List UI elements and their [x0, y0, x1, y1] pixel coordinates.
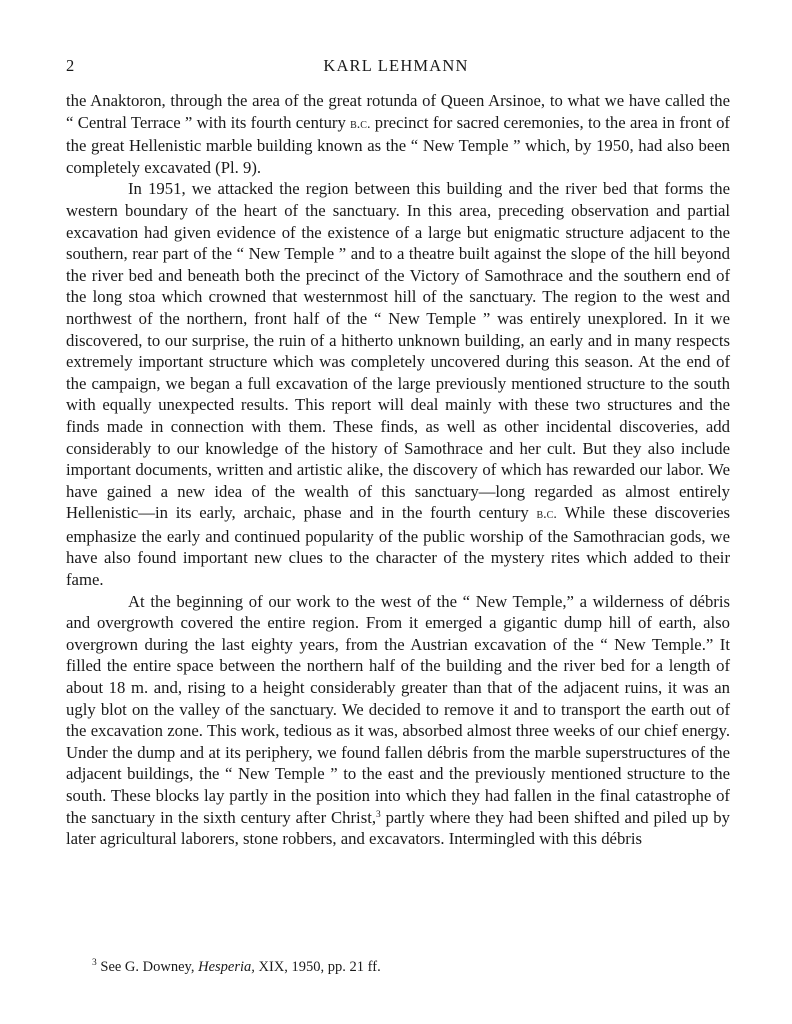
text-run: In 1951, we attacked the region between this building and the river bed that forms the western boundary of the heart of the sanctuary. In this area, preceding observation and partial excavation had given evidence of the existence of a large but enigmatic structure adjacent to the southern, rear part of the “ New Temple ” and to a theatre built against the slope of the hill beyond the river bed and beneath both the precinct of the Victory of Samothrace and the southern end of the long stoa which crowned that westernmost hill of the sanctuary. The region to the west and northwest of the northern, front half of the “ New Temple ” was entirely unexplored. In it we discovered, to our surprise, the ruin of a hitherto unknown building, an early and in many respects extremely important structure which was completely uncovered during this season. At the end of the campaign, we began a full excavation of the large previously mentioned structure to the south with equally unexpected results. This report will deal mainly with these two structures and the finds made in connection with them. These finds, as well as other incidental discoveries, add considerably to our knowledge of the history of Samothrace and her cult. But they also include important documents, written and artistic alike, the discovery of which has rewarded our labor. We have gained a new idea of the wealth of this sanctuary—long regarded as almost entirely Hellenistic—in its early, archaic, phase and in the fourth century — [66, 179, 730, 523]
footnote-text-post: XIX, 1950, pp. 21 ff. — [254, 959, 381, 975]
paragraph — [66, 178, 730, 590]
text-run: While these discoveries emphasize the early and continued popularity of the public worship of the Samothracian gods, we have also found important new clues to the character of the mystery rites which added to their fame. — [66, 503, 730, 590]
text-run: At the beginning of our work to the west of the “ New Temple,” a wilderness of débris and overgrowth covered the entire region. From it emerged a gigantic dump hill of earth, also overgrown during the last eighty years, from the Austrian excavation of the “ New Temple.” It filled the entire space between the northern half of the building and the river bed for a length of about 18 m. and, rising to a height considerably greater than that of the adjacent ruins, it was an ugly blot on the valley of the sanctuary. We decided to remove it and to transport the earth out of the excavation zone. This work, tedious as it was, absorbed almost three weeks of our chief energy. Under the dump and at its periphery, we found fallen débris from the marble superstructures of the adjacent buildings, the “ New Temple ” to the east and the previously mentioned structure to the south. These blocks lay partly in the position into which they had fallen in the final catastrophe of the sanctuary in the sixth century after Christ, — [66, 591, 730, 827]
text-run: the Anaktoron, through the area of the great rotunda of Queen Arsinoe, to what we have called the “ Central Terrace ” with its fourth century — [66, 91, 730, 132]
text-run: partly where they had been shifted and piled up by later agricultural laborers, stone robbers, and excavators. Intermingled with this débris — [66, 807, 730, 849]
abbreviation: b.c. — [536, 507, 557, 523]
footnote-marker: 3 — [92, 958, 97, 968]
footnote-reference: 3 — [376, 809, 381, 820]
footnote — [92, 958, 732, 977]
body-text — [66, 90, 730, 850]
running-head: KARL LEHMANN — [323, 56, 469, 75]
page-number: 2 — [66, 56, 75, 75]
paragraph — [66, 591, 730, 850]
page-header — [66, 56, 726, 80]
footnote-text-pre: See G. Downey, — [96, 959, 199, 975]
paragraph — [66, 90, 730, 178]
abbreviation: b.c. — [350, 116, 371, 132]
footnote-journal: Hesperia, — [198, 959, 255, 975]
text-run: precinct for sacred ceremonies, to the area in front of the great Hellenistic marble building known as the “ New Temple ” which, by 1950, had also been completely excavated (Pl. 9). — [66, 112, 730, 177]
